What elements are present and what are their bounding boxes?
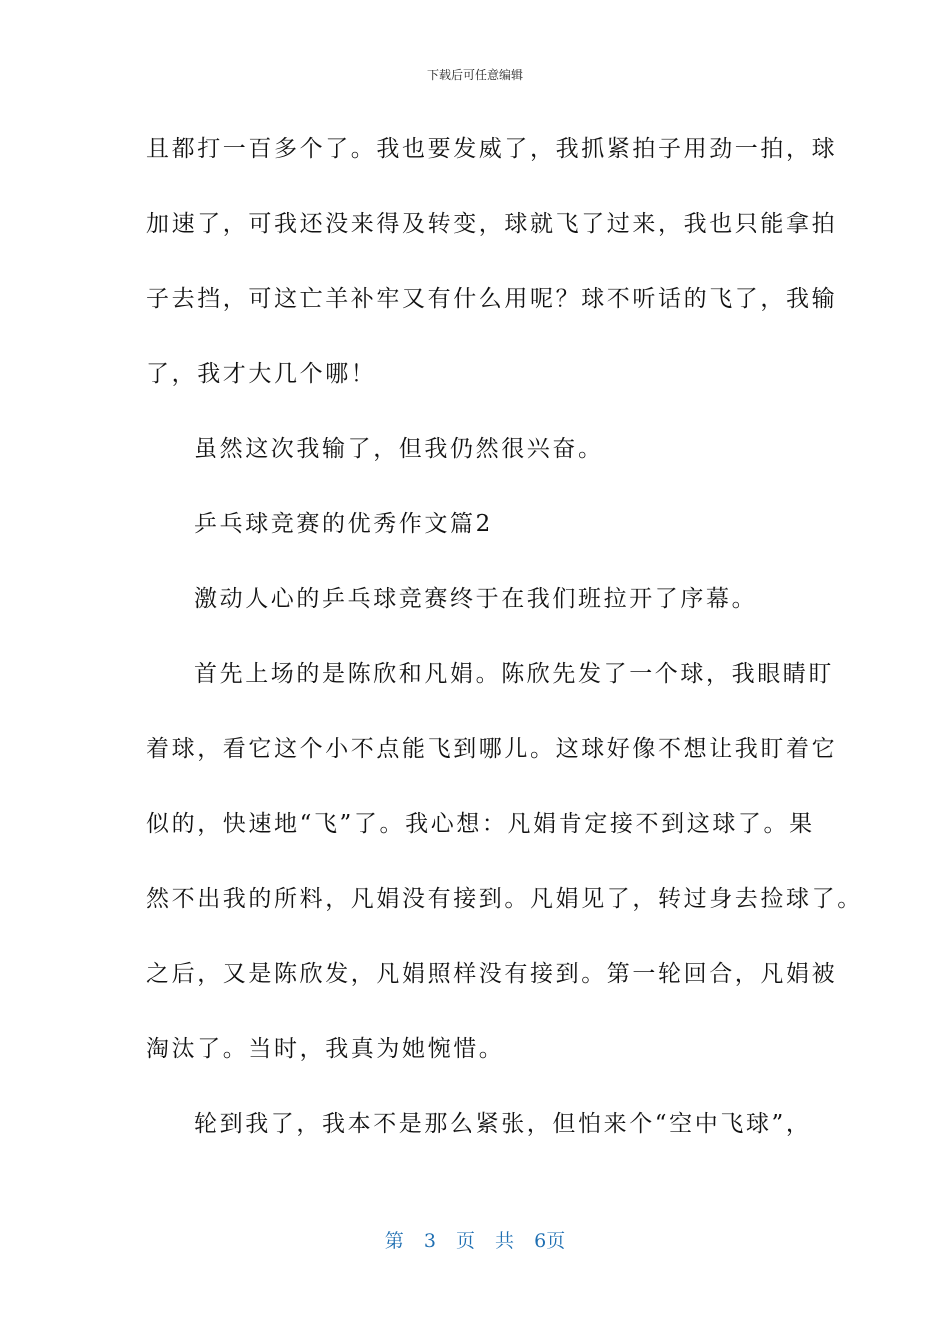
- text-line: 子去挡，可这亡羊补牢又有什么用呢？球不听话的飞了，我输: [146, 286, 838, 312]
- page-label: 第: [384, 1230, 404, 1252]
- text-line: 了，我才大几个哪！: [146, 361, 377, 387]
- paragraph-line: 首先上场的是陈欣和凡娟。陈欣先发了一个球，我眼睛盯: [194, 661, 834, 687]
- page-footer: [0, 1226, 950, 1253]
- paragraph-line: 轮到我了，我本不是那么紧张，但怕来个“空中飞球”，: [194, 1111, 812, 1137]
- text-line: 然不出我的所料，凡娟没有接到。凡娟见了，转过身去捡球了。: [146, 886, 863, 912]
- page-total: 6页: [534, 1230, 566, 1252]
- section-heading: 乒乓球竞赛的优秀作文篇2: [194, 511, 493, 537]
- text-line: 加速了，可我还没来得及转变，球就飞了过来，我也只能拿拍: [146, 211, 838, 237]
- total-label: 共: [495, 1230, 515, 1252]
- text-line: 且都打一百多个了。我也要发威了，我抓紧拍子用劲一拍，球: [146, 136, 838, 162]
- text-line: 似的，快速地“飞”了。我心想：凡娟肯定接不到这球了。果: [146, 811, 815, 837]
- page-unit: 页: [455, 1230, 475, 1252]
- text-line: 着球，看它这个小不点能飞到哪儿。这球好像不想让我盯着它: [146, 736, 838, 762]
- page-current: 3: [423, 1230, 436, 1252]
- text-line: 淘汰了。当时，我真为她惋惜。: [146, 1036, 505, 1062]
- paragraph-line: 虽然这次我输了，但我仍然很兴奋。: [194, 436, 604, 462]
- text-line: 之后，又是陈欣发，凡娟照样没有接到。第一轮回合，凡娟被: [146, 961, 838, 987]
- page-header-note: 下载后可任意编辑: [426, 68, 523, 82]
- paragraph-line: 激动人心的乒乓球竞赛终于在我们班拉开了序幕。: [194, 586, 758, 612]
